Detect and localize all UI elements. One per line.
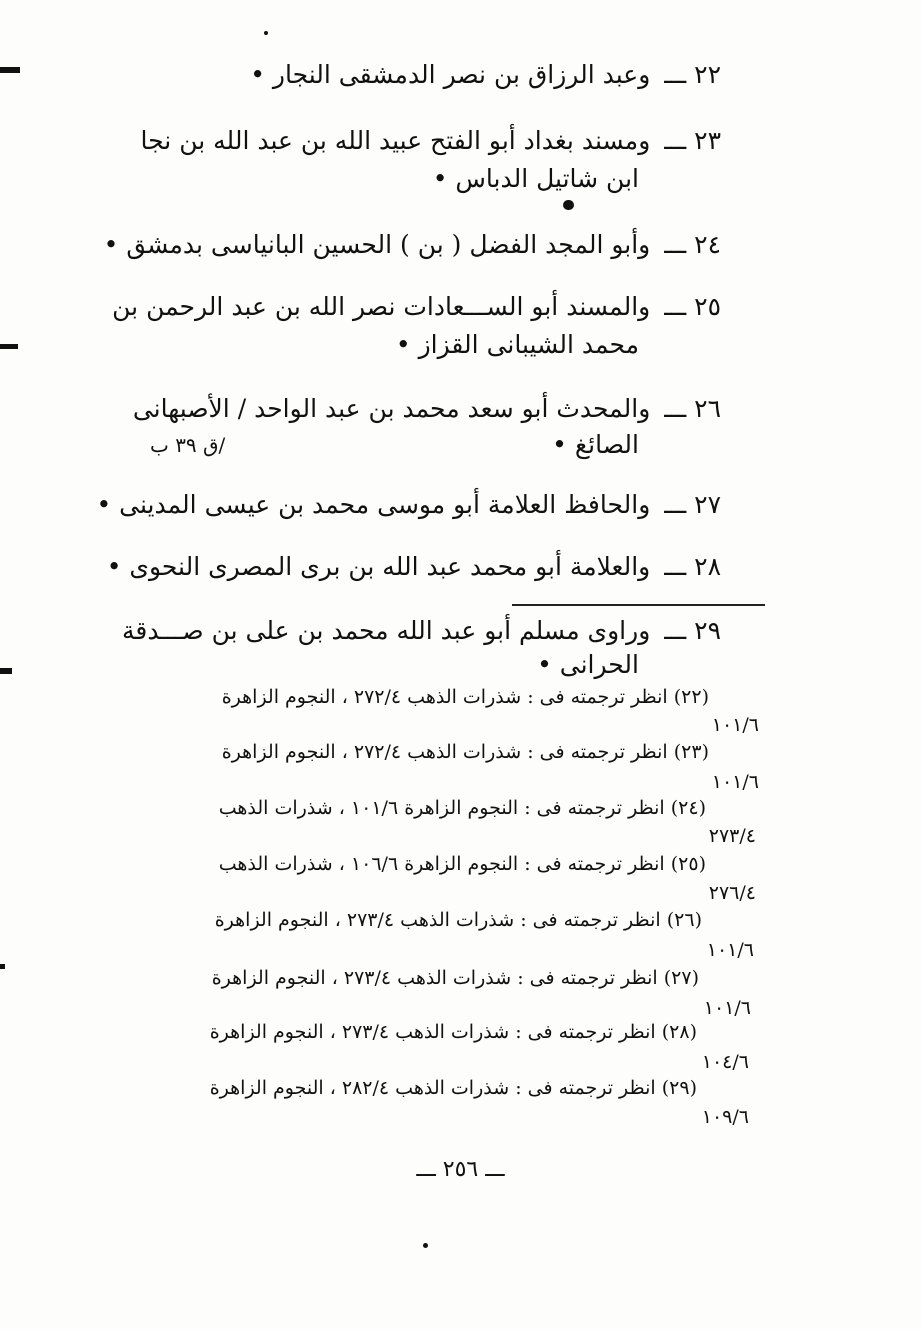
entry-23 [141,124,721,158]
footnote-28-ref: ١٠٤/٦ [701,1051,749,1073]
entry-26 [133,392,721,426]
scan-mark [0,668,12,674]
entry-23-continuation: ابن شاتيل الدباس • [432,164,639,193]
footnote-27-ref: ١٠١/٦ [703,997,751,1019]
entry-text: والمحدث أبو سعد محمد بن عبد الواحد / الأصبهانى [132,394,651,423]
entry-26-continuation: الصائغ • [552,430,639,459]
footnote-24: (٢٤) انظر ترجمته فى : النجوم الزاهرة ١٠١/٦ ، شذرات الذهب [218,797,706,819]
entry-22 [250,58,721,92]
entry-25-continuation: محمد الشيبانى القزاز • [395,330,639,359]
footnote-29: (٢٩) انظر ترجمته فى : شذرات الذهب ٢٨٢/٤ ، النجوم الزاهرة [209,1077,697,1099]
entry-text: والمسند أبو الســـعادات نصر الله بن عبد الرحمن بن [112,292,651,321]
footnote-separator [512,604,765,606]
page-number: ـــ ٢٥٦ ـــ [416,1157,505,1182]
footnote-26-ref: ١٠١/٦ [706,939,754,961]
footnote-29-ref: ١٠٩/٦ [701,1106,749,1128]
footnote-27: (٢٧) انظر ترجمته فى : شذرات الذهب ٢٧٣/٤ ، النجوم الزاهرة [211,967,699,989]
entry-number: ٢٥ ـــ [664,292,721,321]
entry-25 [112,290,721,324]
footnote-24-ref: ٢٧٣/٤ [708,825,756,847]
footnote-22: (٢٢) انظر ترجمته فى : شذرات الذهب ٢٧٢/٤ ، النجوم الزاهرة [221,686,709,708]
entry-text: وعبد الرزاق بن نصر الدمشقى النجار • [250,60,651,89]
entry-number: ٢٤ ـــ [664,230,721,259]
entry-text: وأبو المجد الفضل ( بن ) الحسين البانياسى بدمشق • [103,230,651,259]
entry-text: والعلامة أبو محمد عبد الله بن برى المصرى النحوى • [106,552,651,581]
entry-number: ٢٣ ـــ [664,126,721,155]
scan-mark [423,1243,428,1248]
entry-number: ٢٢ ـــ [664,60,721,89]
entry-24 [104,228,721,262]
scan-mark [264,31,268,35]
entry-text: ومسند بغداد أبو الفتح عبيد الله بن عبد الله بن نجا [140,126,651,155]
footnote-23: (٢٣) انظر ترجمته فى : شذرات الذهب ٢٧٢/٤ ، النجوم الزاهرة [221,741,709,763]
entry-29-continuation: الحرانى • [537,650,639,679]
footnote-23-ref: ١٠١/٦ [711,771,759,793]
entry-number: ٢٦ ـــ [664,394,721,423]
entry-28 [107,550,721,584]
entry-number: ٢٨ ـــ [664,552,721,581]
footnote-25-ref: ٢٧٦/٤ [708,882,756,904]
entry-text: والحافظ العلامة أبو موسى محمد بن عيسى المدينى • [96,490,651,519]
scan-mark [0,964,5,969]
scan-mark [0,67,20,73]
footnote-25: (٢٥) انظر ترجمته فى : النجوم الزاهرة ١٠٦/٦ ، شذرات الذهب [218,853,706,875]
entry-29 [122,614,721,648]
scan-mark [0,344,18,349]
entry-27 [96,488,721,522]
entry-number: ٢٧ ـــ [664,490,721,519]
entry-text: وراوى مسلم أبو عبد الله محمد بن على بن صـــدقة [121,616,651,645]
footnote-26: (٢٦) انظر ترجمته فى : شذرات الذهب ٢٧٣/٤ ، النجوم الزاهرة [214,909,702,931]
entry-number: ٢٩ ـــ [664,616,721,645]
scan-mark [563,200,574,210]
folio-marker: /ق ٣٩ ب [150,433,226,457]
footnote-28: (٢٨) انظر ترجمته فى : شذرات الذهب ٢٧٣/٤ ، النجوم الزاهرة [209,1021,697,1043]
footnote-22-ref: ١٠١/٦ [711,714,759,736]
